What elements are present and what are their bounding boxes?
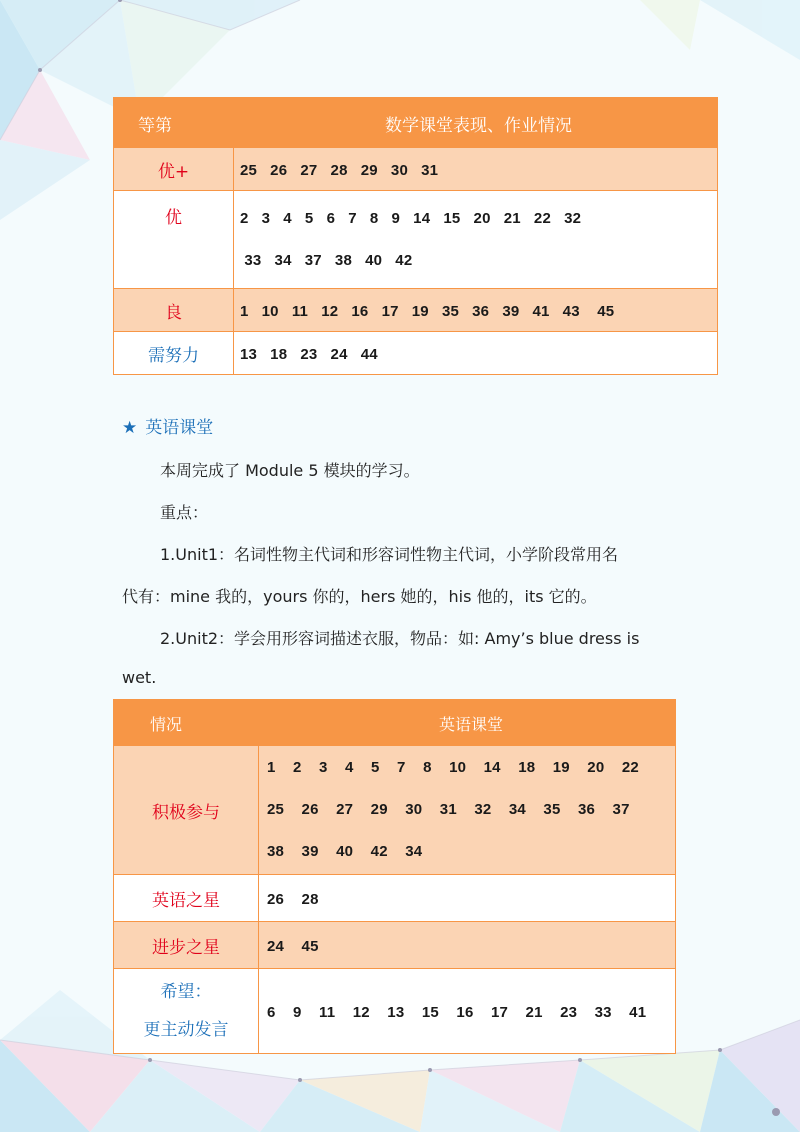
math-row-excellent	[114, 191, 718, 289]
english-row-values: 6 9 11 12 13 15 16 17 21 23 33 41	[267, 1003, 647, 1021]
english-row-values-line2: 25 26 27 29 30 31 32 34 35 36 37	[267, 801, 630, 818]
english-performance-table	[113, 699, 676, 1054]
math-row-needs-effort	[114, 332, 718, 375]
english-table-header-row	[114, 700, 676, 747]
english-header-title: 英语课堂	[259, 700, 676, 747]
english-row-values: 24 45	[267, 937, 319, 955]
math-row-values-line2: 33 34 37 38 40 42	[240, 251, 413, 269]
english-section-title	[122, 413, 213, 438]
english-row-active-participation	[114, 746, 676, 875]
math-row-label: 良	[114, 289, 234, 332]
math-row-values: 1 10 11 12 16 17 19 35 36 39 41 43 45	[240, 302, 615, 320]
english-section-title-text: 英语课堂	[145, 418, 214, 438]
english-intro: 本周完成了 Module 5 模块的学习。	[160, 461, 420, 480]
math-header-title: 数学课堂表现、作业情况	[234, 98, 718, 149]
math-row-values: 25 26 27 28 29 30 31	[240, 161, 439, 179]
english-row-label-line1: 希望：	[160, 982, 212, 1002]
english-row-hope	[114, 969, 676, 1054]
english-row-label: 英语之星	[114, 875, 259, 922]
math-row-label: 需努力	[114, 332, 234, 375]
english-row-label-line2: 更主动发言	[143, 1020, 229, 1040]
english-unit2-line1: 2.Unit2：学会用形容词描述衣服，物品：如: Amy’s blue dress is	[160, 629, 640, 648]
english-row-values-line1: 1 2 3 4 5 7 8 10 14 18 19 20 22	[267, 759, 639, 776]
english-row-values-line3: 38 39 40 42 34	[267, 843, 423, 860]
english-row-progress-star	[114, 922, 676, 969]
english-unit1-line1: 1.Unit1：名词性物主代词和形容词性物主代词，小学阶段常用名	[160, 545, 619, 564]
english-unit2-line2: wet.	[122, 668, 157, 687]
math-row-values-line1: 2 3 4 5 6 7 8 9 14 15 20 21 22 32	[240, 209, 582, 227]
english-unit1-line2: 代有：mine 我的，yours 你的，hers 她的，his 他的，its 它的。	[122, 587, 597, 606]
math-row-good	[114, 289, 718, 332]
english-row-values: 26 28	[267, 890, 319, 908]
math-header-grade: 等第	[114, 98, 234, 149]
math-row-excellent-plus	[114, 148, 718, 191]
english-row-label: 进步之星	[114, 922, 259, 969]
star-icon: ★	[122, 418, 138, 438]
english-key-label: 重点：	[160, 503, 209, 522]
english-row-label	[114, 969, 259, 1054]
math-row-values: 13 18 23 24 44	[240, 345, 378, 363]
english-header-status: 情况	[114, 700, 259, 747]
math-row-label: 优+	[114, 148, 234, 191]
english-row-label: 积极参与	[114, 746, 259, 875]
math-row-label: 优	[114, 191, 234, 289]
math-table-header-row	[114, 98, 718, 149]
math-performance-table	[113, 97, 718, 375]
english-row-english-star	[114, 875, 676, 922]
